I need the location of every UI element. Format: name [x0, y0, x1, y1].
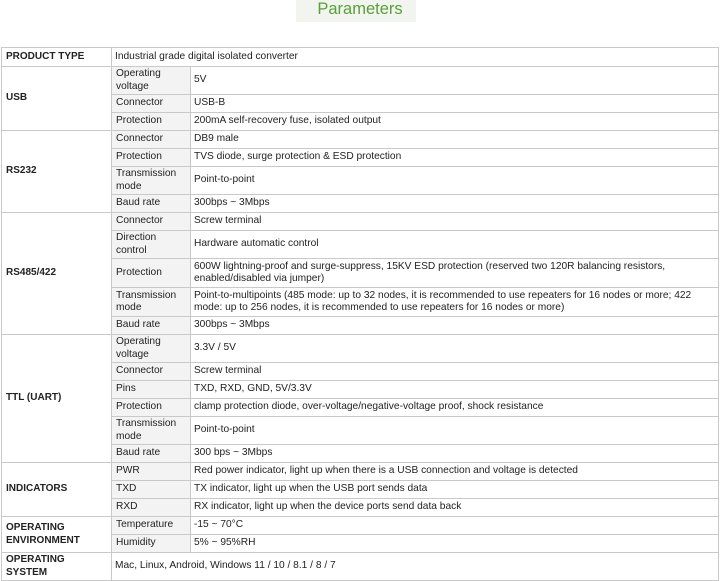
value-cell: 300 bps ~ 3Mbps	[191, 445, 719, 463]
value-cell: clamp protection diode, over-voltage/negative-voltage proof, shock resistance	[191, 399, 719, 417]
property-cell: TXD	[112, 481, 191, 499]
value-cell: 5V	[191, 67, 719, 95]
property-cell: Temperature	[112, 517, 191, 535]
table-row	[2, 48, 719, 67]
property-cell: Operating voltage	[112, 67, 191, 95]
value-cell: TXD, RXD, GND, 5V/3.3V	[191, 381, 719, 399]
value-cell: Hardware automatic control	[191, 231, 719, 259]
table-row	[2, 67, 719, 95]
property-cell: Connector	[112, 363, 191, 381]
value-cell: Point-to-point	[191, 167, 719, 195]
value-cell: Screw terminal	[191, 363, 719, 381]
value-cell: USB-B	[191, 95, 719, 113]
property-cell: Protection	[112, 113, 191, 131]
category-cell: RS232	[2, 131, 112, 213]
property-cell: Connector	[112, 131, 191, 149]
property-cell: RXD	[112, 499, 191, 517]
property-cell: Baud rate	[112, 445, 191, 463]
category-cell: OPERATING ENVIRONMENT	[2, 517, 112, 553]
property-cell: Direction control	[112, 231, 191, 259]
category-cell: TTL (UART)	[2, 335, 112, 463]
table-row	[2, 553, 719, 581]
category-cell: INDICATORS	[2, 463, 112, 517]
value-cell: Industrial grade digital isolated converter	[112, 48, 719, 67]
value-cell: 200mA self-recovery fuse, isolated output	[191, 113, 719, 131]
value-cell: Screw terminal	[191, 213, 719, 231]
title-area	[0, 0, 720, 38]
property-cell: Connector	[112, 213, 191, 231]
parameters-table	[1, 47, 719, 581]
table-row	[2, 335, 719, 363]
page-title: Parameters	[317, 0, 403, 18]
value-cell: 3.3V / 5V	[191, 335, 719, 363]
value-cell: Mac, Linux, Android, Windows 11 / 10 / 8.1 / 8 / 7	[112, 553, 719, 581]
property-cell: PWR	[112, 463, 191, 481]
category-cell: OPERATING SYSTEM	[2, 553, 112, 581]
table-row	[2, 463, 719, 481]
value-cell: 5% ~ 95%RH	[191, 535, 719, 553]
category-cell: RS485/422	[2, 213, 112, 335]
value-cell: -15 ~ 70°C	[191, 517, 719, 535]
property-cell: Protection	[112, 399, 191, 417]
property-cell: Humidity	[112, 535, 191, 553]
property-cell: Connector	[112, 95, 191, 113]
property-cell: Baud rate	[112, 317, 191, 335]
property-cell: Pins	[112, 381, 191, 399]
category-cell: USB	[2, 67, 112, 131]
property-cell: Transmission mode	[112, 167, 191, 195]
value-cell: 600W lightning-proof and surge-suppress, 15KV ESD protection (reserved two 120R balancing resistors, enabled/disabled via jumper)	[191, 259, 719, 288]
value-cell: RX indicator, light up when the device ports send data back	[191, 499, 719, 517]
table-row	[2, 517, 719, 535]
property-cell: Protection	[112, 149, 191, 167]
table-row	[2, 131, 719, 149]
category-cell: PRODUCT TYPE	[2, 48, 112, 67]
value-cell: Point-to-point	[191, 417, 719, 445]
value-cell: TVS diode, surge protection & ESD protection	[191, 149, 719, 167]
property-cell: Transmission mode	[112, 417, 191, 445]
property-cell: Operating voltage	[112, 335, 191, 363]
property-cell: Protection	[112, 259, 191, 288]
value-cell: TX indicator, light up when the USB port sends data	[191, 481, 719, 499]
property-cell: Baud rate	[112, 195, 191, 213]
table-row	[2, 213, 719, 231]
value-cell: Point-to-multipoints (485 mode: up to 32 nodes, it is recommended to use repeaters for 16 nodes or more; 422 mode: up to 256 nodes, it is recommended to use repeaters for 16 nodes or more)	[191, 288, 719, 317]
value-cell: Red power indicator, light up when there is a USB connection and voltage is detected	[191, 463, 719, 481]
value-cell: 300bps ~ 3Mbps	[191, 317, 719, 335]
value-cell: DB9 male	[191, 131, 719, 149]
value-cell: 300bps ~ 3Mbps	[191, 195, 719, 213]
property-cell: Transmission mode	[112, 288, 191, 317]
